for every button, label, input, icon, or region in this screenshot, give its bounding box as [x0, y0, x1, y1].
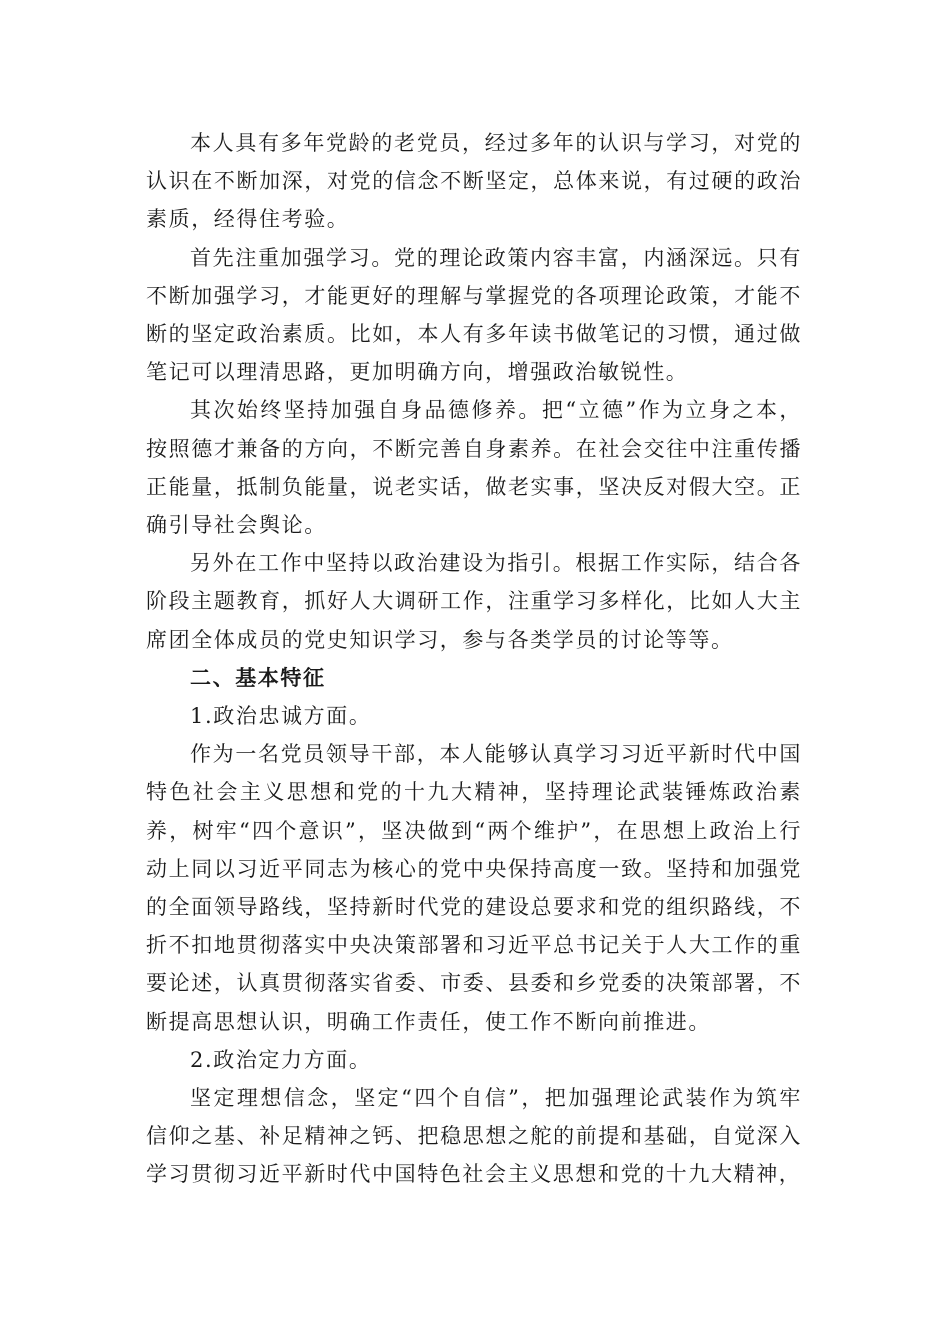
paragraph-intro: 本人具有多年党龄的老党员，经过多年的认识与学习，对党的认识在不断加深，对党的信念不断坚定，总体来说，有过硬的政治素质，经得住考验。: [146, 131, 802, 232]
paragraph-political-building: 另外在工作中坚持以政治建设为指引。根据工作实际，结合各阶段主题教育，抓好人大调研工作，注重学习多样化，比如人大主席团全体成员的党史知识学习，参与各类学员的讨论等等。: [146, 551, 802, 652]
paragraph-morality: 其次始终坚持加强自身品德修养。把“立德”作为立身之本，按照德才兼备的方向，不断完善自身素养。在社会交往中注重传播正能量，抵制负能量，说老实话，做老实事，坚决反对假大空。正确引导社会舆论。: [146, 398, 802, 538]
paragraph-study: 首先注重加强学习。党的理论政策内容丰富，内涵深远。只有不断加强学习，才能更好的理解与掌握党的各项理论政策，才能不断的坚定政治素质。比如，本人有多年读书做笔记的习惯，通过做笔记可以理清思路，更加明确方向，增强政治敏锐性。: [146, 245, 802, 385]
section-heading-basic-features: 二、基本特征: [190, 665, 326, 690]
subheading-political-resolve: 2.政治定力方面。: [190, 1047, 372, 1072]
paragraph-political-resolve: 坚定理想信念，坚定“四个自信”，把加强理论武装作为筑牢信仰之基、补足精神之钙、把稳思想之舵的前提和基础，自觉深入学习贯彻习近平新时代中国特色社会主义思想和党的十九大精神，: [146, 1086, 802, 1187]
subheading-political-loyalty: 1.政治忠诚方面。: [190, 704, 372, 729]
paragraph-political-loyalty: 作为一名党员领导干部，本人能够认真学习习近平新时代中国特色社会主义思想和党的十九大精神，坚持理论武装锤炼政治素养，树牢“四个意识”，坚决做到“两个维护”，在思想上政治上行动上同以习近平同志为核心的党中央保持高度一致。坚持和加强党的全面领导路线，坚持新时代党的建设总要求和党的组织路线，不折不扣地贯彻落实中央决策部署和习近平总书记关于人大工作的重要论述，认真贯彻落实省委、市委、县委和乡党委的决策部署，不断提高思想认识，明确工作责任，使工作不断向前推进。: [146, 742, 802, 1034]
document-body: [146, 124, 802, 1194]
